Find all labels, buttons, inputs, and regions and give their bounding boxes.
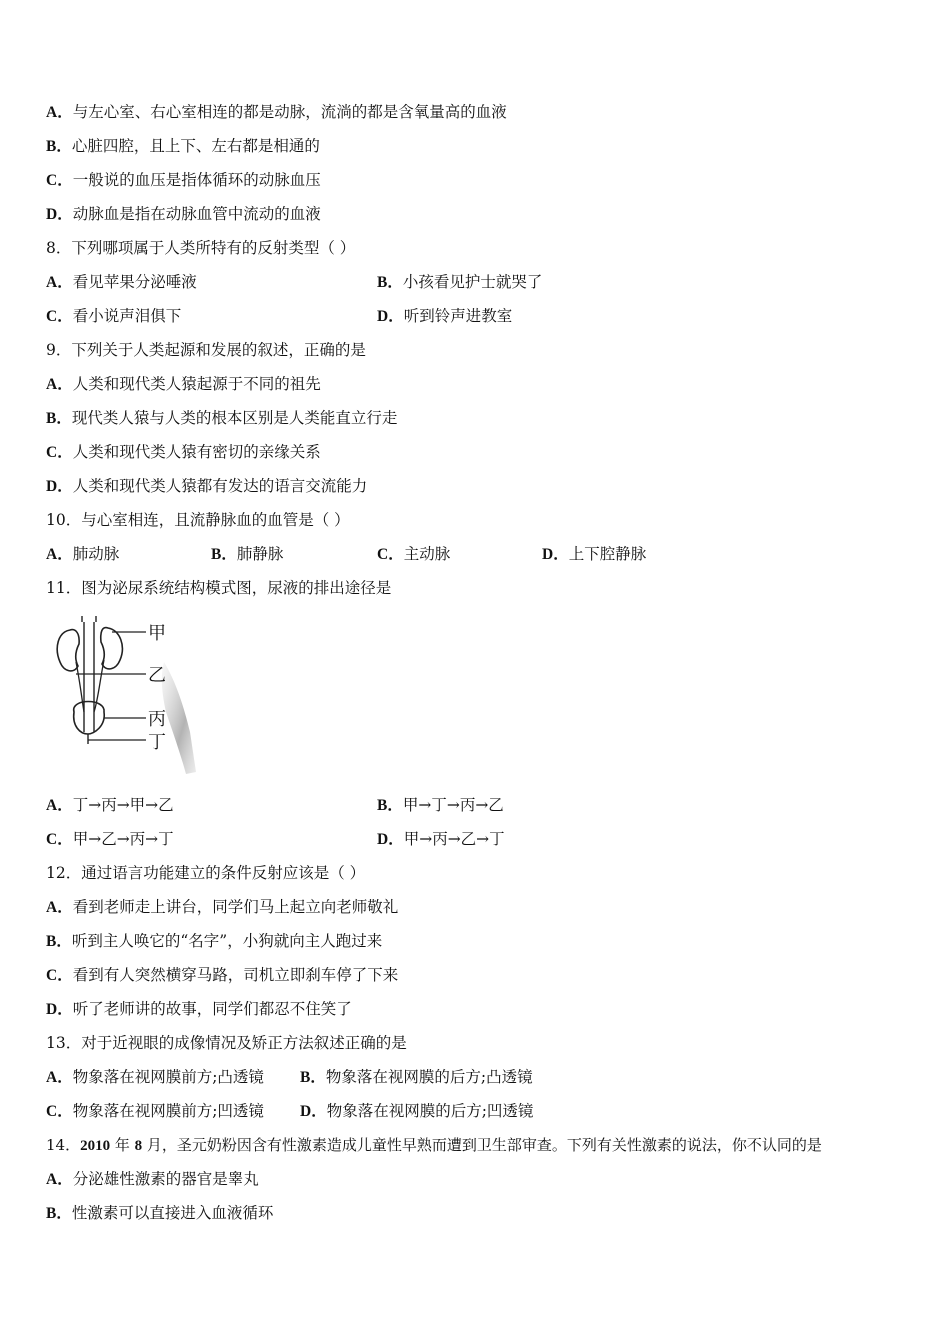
blood-vessels <box>84 622 94 732</box>
q13-option-a <box>46 1067 264 1088</box>
option-text: 一般说的血压是指体循环的动脉血压 <box>72 171 321 189</box>
figure-label-ding: 丁 <box>148 732 166 753</box>
option-label: A． <box>46 104 73 121</box>
option-label: C． <box>46 967 73 984</box>
option-label: B． <box>46 1205 72 1222</box>
option-label: C． <box>46 831 73 848</box>
option-text: 听到主人唤它的“名字”，小狗就向主人跑过来 <box>71 932 383 950</box>
q14-number: 14． <box>46 1136 81 1154</box>
option-label: C． <box>46 444 73 461</box>
scan-smudge <box>162 662 196 774</box>
option-text: 动脉血是指在动脉血管中流动的血液 <box>72 205 321 223</box>
q7-option-b <box>46 136 320 157</box>
option-text: 听了老师讲的故事，同学们都忍不住笑了 <box>72 1000 352 1018</box>
option-label: A． <box>46 1171 73 1188</box>
q14-year-suffix: 年 <box>110 1136 135 1154</box>
q13-option-d <box>300 1101 533 1122</box>
option-text: 看见苹果分泌唾液 <box>72 273 197 291</box>
q8-option-c <box>46 306 181 327</box>
option-text: 物象落在视网膜前方;凸透镜 <box>72 1068 264 1086</box>
q14-stem-text: 月，圣元奶粉因含有性激素造成儿童性早熟而遭到卫生部审查。下列有关性激素的说法，你不认同的是 <box>142 1136 822 1154</box>
q7-option-d <box>46 204 321 225</box>
option-label: D． <box>377 831 404 848</box>
q11-option-b <box>377 795 504 816</box>
q9-option-c <box>46 442 321 463</box>
option-label: B． <box>377 797 403 814</box>
q8-stem: 8．下列哪项属于人类所特有的反射类型（ ） <box>46 239 356 257</box>
q10-option-c <box>377 544 450 565</box>
option-label: D． <box>46 1001 73 1018</box>
option-label: D． <box>46 206 73 223</box>
figure-label-jia: 甲 <box>148 623 166 644</box>
option-text: 人类和现代类人猿起源于不同的祖先 <box>72 375 321 393</box>
q10-option-b <box>211 544 283 565</box>
option-text: 看小说声泪俱下 <box>72 307 182 325</box>
option-text: 看到老师走上讲台，同学们马上起立向老师敬礼 <box>72 898 399 916</box>
option-label: B． <box>46 138 72 155</box>
q7-option-c <box>46 170 321 191</box>
q10-option-a <box>46 544 119 565</box>
option-text: 物象落在视网膜的后方;凹透镜 <box>326 1102 534 1120</box>
bladder <box>74 702 105 735</box>
q14-option-a <box>46 1169 259 1190</box>
option-text: 人类和现代类人猿都有发达的语言交流能力 <box>72 477 368 495</box>
figure-label-yi: 乙 <box>148 665 166 686</box>
q13-stem: 13．对于近视眼的成像情况及矫正方法叙述正确的是 <box>46 1034 407 1052</box>
left-kidney <box>57 630 79 671</box>
q14-option-b <box>46 1203 273 1224</box>
q12-option-a <box>46 897 398 918</box>
option-label: D． <box>46 478 73 495</box>
q13-option-c <box>46 1101 264 1122</box>
q11-option-d <box>377 829 505 850</box>
option-text: 分泌雄性激素的器官是睾丸 <box>72 1170 259 1188</box>
q9-option-a <box>46 374 321 395</box>
option-label: C． <box>46 308 73 325</box>
option-label: C． <box>46 1103 73 1120</box>
option-text: 物象落在视网膜前方;凹透镜 <box>72 1102 264 1120</box>
option-label: A． <box>46 899 73 916</box>
option-text: 心脏四腔，且上下、左右都是相通的 <box>71 137 320 155</box>
q12-stem: 12．通过语言功能建立的条件反射应该是（ ） <box>46 864 366 882</box>
q7-option-a <box>46 102 507 123</box>
q8-option-b <box>377 272 542 293</box>
q11-stem: 11．图为泌尿系统结构模式图，尿液的排出途径是 <box>46 579 392 597</box>
option-label: B． <box>377 274 403 291</box>
option-label: D． <box>377 308 404 325</box>
option-label: A． <box>46 546 73 563</box>
q9-option-d <box>46 476 367 497</box>
option-label: C． <box>377 546 404 563</box>
option-text: 肺静脉 <box>236 545 284 563</box>
option-label: A． <box>46 274 73 291</box>
q12-option-d <box>46 999 352 1020</box>
option-text: 甲→丙→乙→丁 <box>403 830 505 848</box>
option-text: 看到有人突然横穿马路，司机立即刹车停了下来 <box>72 966 399 984</box>
option-label: B． <box>211 546 237 563</box>
option-label: D． <box>300 1103 327 1120</box>
q12-option-c <box>46 965 398 986</box>
option-text: 听到铃声进教室 <box>403 307 513 325</box>
q14-year: 2010 <box>80 1138 111 1154</box>
option-text: 与左心室、右心室相连的都是动脉，流淌的都是含氧量高的血液 <box>72 103 507 121</box>
option-label: D． <box>542 546 569 563</box>
option-text: 甲→丁→丙→乙 <box>402 796 504 814</box>
option-text: 丁→丙→甲→乙 <box>72 796 174 814</box>
q10-stem: 10．与心室相连，且流静脉血的血管是（ ） <box>46 511 350 529</box>
q9-option-b <box>46 408 397 429</box>
q14-stem <box>46 1135 822 1156</box>
option-text: 小孩看见护士就哭了 <box>402 273 543 291</box>
option-label: B． <box>46 410 72 427</box>
option-text: 上下腔静脉 <box>568 545 647 563</box>
q14-month: 8 <box>134 1138 143 1154</box>
urinary-system-figure <box>46 612 198 777</box>
option-label: A． <box>46 797 73 814</box>
option-text: 现代类人猿与人类的根本区别是人类能直立行走 <box>71 409 398 427</box>
option-label: C． <box>46 172 73 189</box>
option-label: A． <box>46 1069 73 1086</box>
q9-stem: 9．下列关于人类起源和发展的叙述，正确的是 <box>46 341 366 359</box>
option-text: 人类和现代类人猿有密切的亲缘关系 <box>72 443 321 461</box>
q8-option-d <box>377 306 512 327</box>
option-text: 甲→乙→丙→丁 <box>72 830 174 848</box>
q12-option-b <box>46 931 382 952</box>
option-label: A． <box>46 376 73 393</box>
option-text: 主动脉 <box>403 545 451 563</box>
figure-label-bing: 丙 <box>148 709 166 730</box>
option-label: B． <box>46 933 72 950</box>
q11-option-a <box>46 795 174 816</box>
option-text: 肺动脉 <box>72 545 120 563</box>
option-text: 物象落在视网膜的后方;凸透镜 <box>325 1068 533 1086</box>
q8-option-a <box>46 272 197 293</box>
option-text: 性激素可以直接进入血液循环 <box>71 1204 274 1222</box>
q13-option-b <box>300 1067 533 1088</box>
q10-option-d <box>542 544 646 565</box>
option-label: B． <box>300 1069 326 1086</box>
q11-option-c <box>46 829 174 850</box>
